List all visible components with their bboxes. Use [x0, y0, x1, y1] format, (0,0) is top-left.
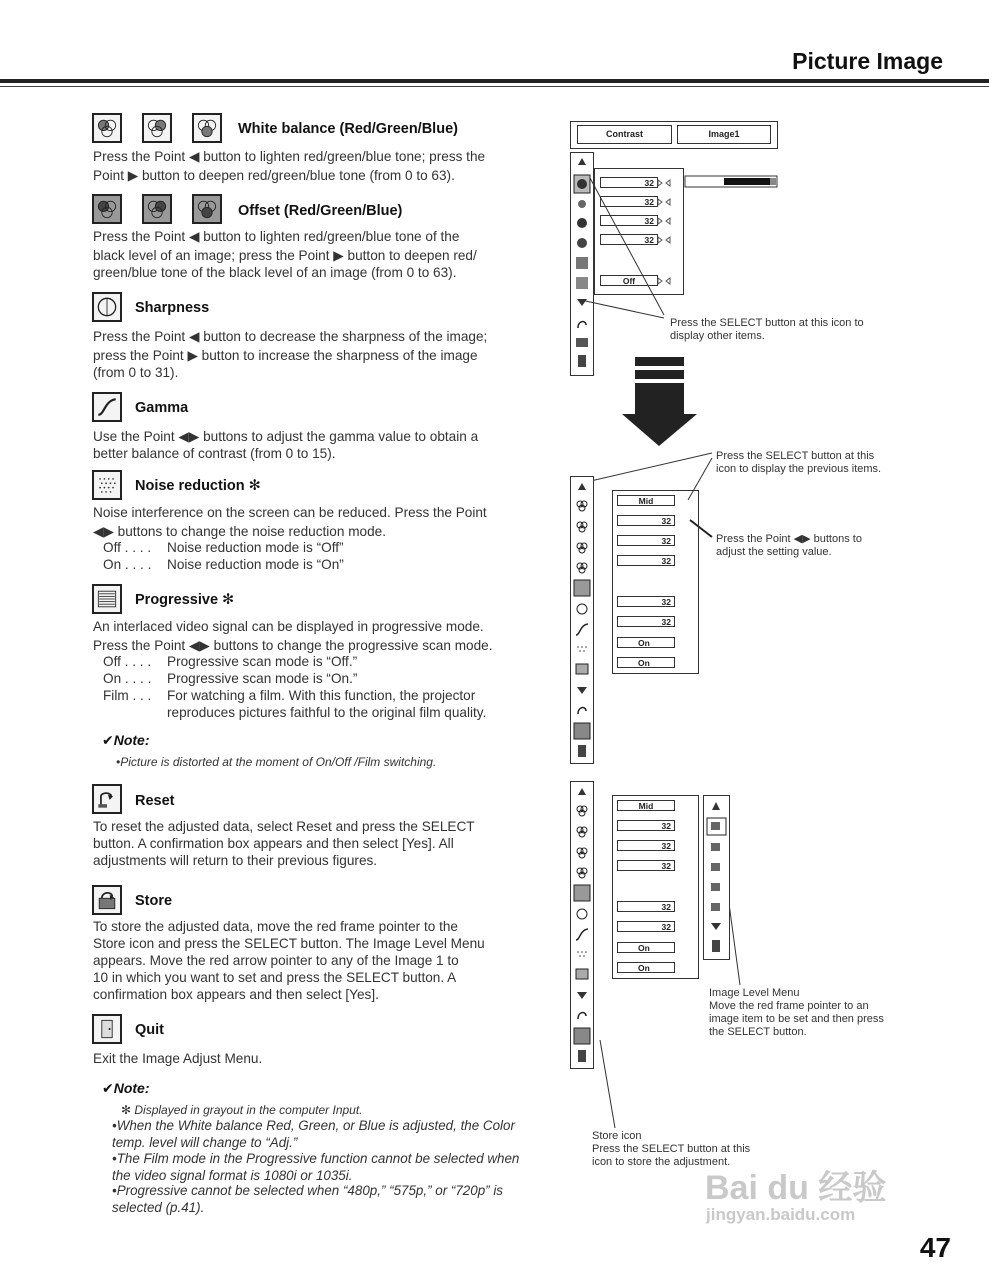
offset-heading: Offset (Red/Green/Blue)	[238, 203, 403, 219]
text-line: black level of an image; press the Point ▶ button to deepen red/	[93, 248, 477, 263]
value-box: 32	[600, 215, 658, 226]
callout-d3-level	[709, 987, 884, 1039]
callout-line: icon to display the previous items.	[716, 463, 882, 475]
note-text: •Picture is distorted at the moment of On/Off /Film switching.	[116, 755, 437, 769]
callout-line: Press the SELECT button at this	[592, 1143, 751, 1155]
text-line: Press the Point ◀ button to decrease the sharpness of the image;	[93, 329, 488, 344]
value-box: Mid	[617, 495, 675, 506]
text-line: adjustments will return to their previous figures.	[93, 853, 378, 868]
noise-option-desc: Noise reduction mode is “On”	[167, 557, 344, 572]
text-line: An interlaced video signal can be displayed in progressive mode.	[93, 619, 484, 634]
sharpness-heading: Sharpness	[135, 300, 210, 316]
text-line: Noise interference on the screen can be reduced. Press the Point	[93, 505, 487, 520]
text-line: press the Point ▶ button to increase the sharpness of the image	[93, 348, 478, 363]
callout-line: Image Level Menu	[709, 987, 800, 999]
value-box: On	[617, 637, 675, 648]
callout-line: Store icon	[592, 1130, 642, 1142]
progressive-option-key: On . . . .	[103, 671, 152, 686]
progressive-option-desc: For watching a film. With this function, the projector	[167, 688, 476, 703]
page-number: 47	[919, 1232, 951, 1263]
value-box: On	[617, 942, 675, 953]
noise-option-desc: Noise reduction mode is “Off”	[167, 540, 344, 555]
value-box: 32	[617, 820, 675, 831]
white-balance-heading: White balance (Red/Green/Blue)	[238, 121, 458, 137]
text-line: Store icon and press the SELECT button. The Image Level Menu	[93, 936, 485, 951]
reset-heading: Reset	[135, 793, 175, 809]
value-box: On	[617, 657, 675, 668]
text-line: Press the Point ◀ button to lighten red/green/blue tone; press the	[93, 149, 486, 164]
callout-line: adjust the setting value.	[716, 546, 832, 558]
callout-line: Press the Point ◀▶ buttons to	[716, 533, 862, 545]
text-line: Exit the Image Adjust Menu.	[93, 1051, 263, 1066]
value-box: On	[617, 962, 675, 973]
text-line: better balance of contrast (from 0 to 15).	[93, 446, 336, 461]
value-box: 32	[600, 196, 658, 207]
callout-d2-mid	[716, 533, 862, 559]
progressive-option-desc: Progressive scan mode is “Off.”	[167, 654, 358, 669]
value-box: 32	[617, 840, 675, 851]
value-box: 32	[617, 860, 675, 871]
menu-icons	[571, 477, 593, 763]
page-title: Picture Image	[792, 48, 943, 74]
callout-line: Press the SELECT button at this icon to	[670, 317, 864, 329]
noise-option-key: On . . . .	[103, 557, 152, 572]
text-line: (from 0 to 31).	[93, 365, 179, 380]
value-box: 32	[617, 616, 675, 627]
text-line: green/blue tone of the black level of an image (from 0 to 63).	[93, 265, 457, 280]
noise-option-key: Off . . . .	[103, 540, 152, 555]
value-box: Off	[600, 275, 658, 286]
store-heading: Store	[135, 893, 173, 909]
text-line: button. A confirmation box appears and then select [Yes]. All	[93, 836, 454, 851]
callout-d2-top	[716, 450, 881, 476]
value-box: 32	[600, 177, 658, 188]
footer-note-star: ✻ Displayed in grayout in the computer Input.	[121, 1103, 363, 1117]
footer-note-bullet: •Progressive cannot be selected when “480p,” “575p,” or “720p” is selected (p.41).	[112, 1183, 503, 1215]
text-line: ◀▶ buttons to change the noise reduction mode.	[93, 524, 386, 539]
progressive-option-desc-cont: reproduces pictures faithful to the original film quality.	[167, 705, 487, 720]
text-line: 10 in which you want to set and press the SELECT button. A	[93, 970, 457, 985]
callout-d1	[670, 317, 864, 343]
text-line: Press the Point ◀▶ buttons to change the progressive scan mode.	[93, 638, 493, 653]
progressive-option-key: Off . . . .	[103, 654, 152, 669]
value-box: 32	[617, 555, 675, 566]
callout-line: Move the red frame pointer to an	[709, 1000, 869, 1012]
watermark-url: jingyan.baidu.com	[706, 1205, 856, 1224]
progressive-option-key: Film . . .	[103, 688, 152, 703]
text-line: To reset the adjusted data, select Reset and press the SELECT	[93, 819, 475, 834]
callout-line: Press the SELECT button at this	[716, 450, 875, 462]
text-line: appears. Move the red arrow pointer to any of the Image 1 to	[93, 953, 459, 968]
callout-line: display other items.	[670, 330, 765, 342]
tab-contrast: Contrast	[577, 125, 672, 144]
value-box: 32	[617, 535, 675, 546]
value-box: 32	[617, 596, 675, 607]
note-heading: ✔Note:	[102, 732, 150, 748]
footer-note-bullet: •The Film mode in the Progressive function cannot be selected when the video signal format is 1080i or 1035i.	[112, 1151, 520, 1183]
callout-line: the SELECT button.	[709, 1026, 807, 1038]
text-line: Point ▶ button to deepen red/green/blue tone (from 0 to 63).	[93, 168, 455, 183]
image-level-icons	[704, 796, 729, 959]
noise-reduction-heading: Noise reduction ✻	[135, 478, 261, 494]
callout-line: image item to be set and then press	[709, 1013, 884, 1025]
value-box: 32	[600, 234, 658, 245]
gamma-heading: Gamma	[135, 400, 189, 416]
progressive-heading: Progressive ✻	[135, 592, 235, 608]
text-line: Press the Point ◀ button to lighten red/green/blue tone of the	[93, 229, 460, 244]
footer-note-heading: ✔Note:	[102, 1080, 150, 1096]
image-level-menu	[703, 795, 730, 960]
progressive-option-desc: Progressive scan mode is “On.”	[167, 671, 358, 686]
value-box: Mid	[617, 800, 675, 811]
menu-icon-column	[570, 476, 594, 764]
text-line: confirmation box appears and then select [Yes].	[93, 987, 379, 1002]
value-box: 32	[617, 515, 675, 526]
menu-icons	[571, 782, 593, 1068]
tab-image1: Image1	[677, 125, 771, 144]
quit-heading: Quit	[135, 1022, 164, 1038]
menu-icon-column	[570, 781, 594, 1069]
text-line: Use the Point ◀▶ buttons to adjust the gamma value to obtain a	[93, 429, 479, 444]
value-box: 32	[617, 921, 675, 932]
watermark-logo: Bai du 经验	[705, 1169, 887, 1207]
footer-note-bullet: •When the White balance Red, Green, or Blue is adjusted, the Color temp. level will change to “Adj.”	[112, 1118, 515, 1150]
callout-line: icon to store the adjustment.	[592, 1156, 731, 1168]
text-line: To store the adjusted data, move the red frame pointer to the	[93, 919, 458, 934]
value-box: 32	[617, 901, 675, 912]
